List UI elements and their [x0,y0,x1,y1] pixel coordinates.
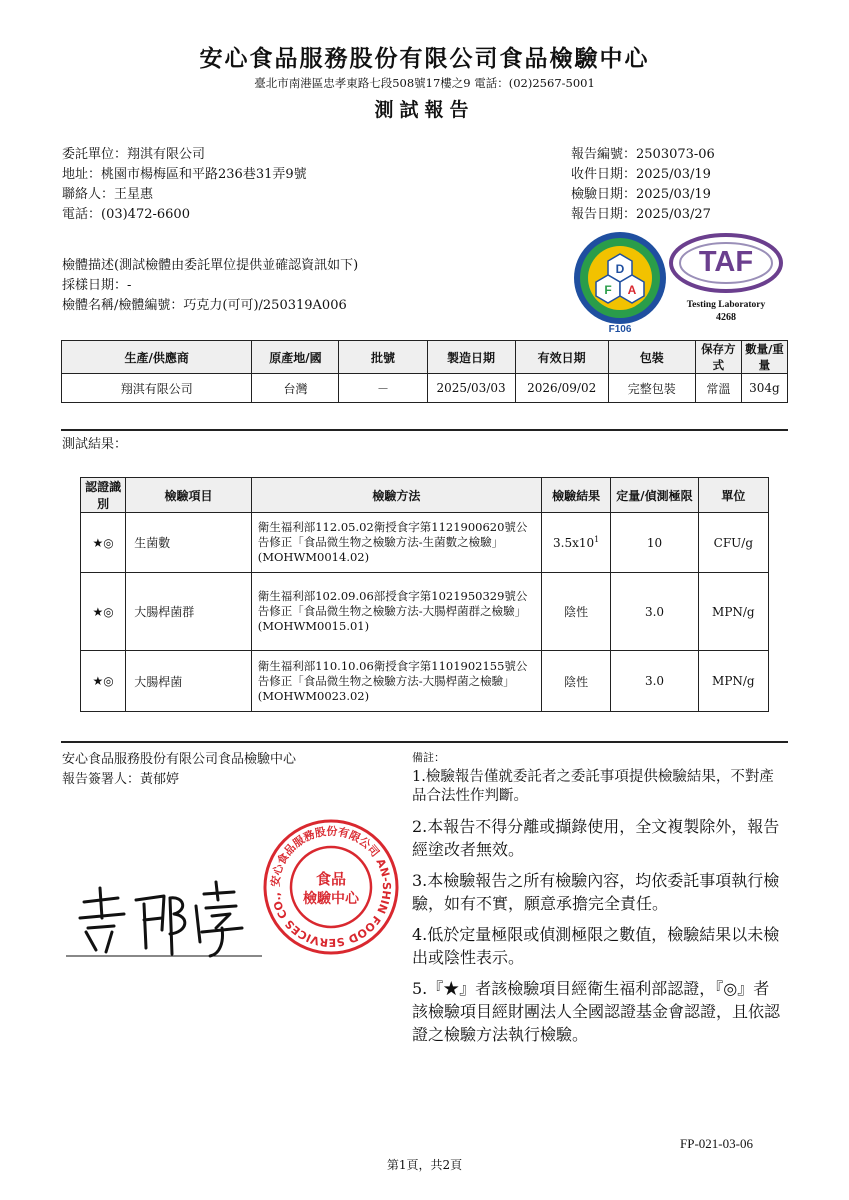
test-result: 陰性 [542,573,611,651]
test-result: 陰性 [542,651,611,712]
test-limit: 10 [611,513,698,573]
form-code: FP-021-03-06 [680,1136,753,1151]
results-label: 測試結果： [62,437,128,452]
test-limit: 3.0 [611,573,698,651]
taf-text: TAF [698,246,754,278]
note-item: 1.檢驗報告僅就委託者之委託事項提供檢驗結果，不對產品合法性作判斷。 [412,769,774,804]
company-seal [262,818,400,956]
fda-code: F106 [608,324,632,335]
signoff-company: 安心食品服務股份有限公司食品檢驗中心 [62,752,297,767]
fda-logo [572,230,668,338]
col-batch: 批號 [339,341,427,374]
test-unit: CFU/g [698,513,768,573]
test-unit: MPN/g [698,651,768,712]
result-value: 3.5x10 [553,536,595,550]
fda-badge-icon [572,230,668,326]
cert-mark: ★◎ [81,513,126,573]
signoff [62,750,296,790]
note-item: 5.『★』者該檢驗項目經衛生福利部認證，『◎』者該檢驗項目經財團法人全國認證基金會認證，且依認證之檢驗方法執行檢驗。 [412,979,781,1044]
taf-logo [668,232,784,327]
svg-text:F: F [604,283,612,297]
table-row [81,573,769,651]
cert-mark: ★◎ [81,573,126,651]
notes [412,750,784,1045]
storage-cell: 常溫 [695,374,741,403]
test-method: 衛生福利部102.09.06部授食字第1021950329號公告修正「食品微生物之檢驗方法-大腸桿菌群之檢驗」(MOHWM0015.01) [251,573,541,651]
test-method: 衛生福利部112.05.02衛授食字第1121900620號公告修正「食品微生物之檢驗方法-生菌數之檢驗」(MOHWM0014.02) [251,513,541,573]
client-contact: 聯絡人：王星惠 [62,187,154,202]
sample-info [62,256,358,316]
test-method: 衛生福利部110.10.06衛授食字第1101902155號公告修正「食品微生物之檢驗方法-大腸桿菌之檢驗」(MOHWM0023.02) [251,651,541,712]
svg-text:D: D [615,262,625,276]
report-title: 測試報告 [374,99,475,121]
col-quantity: 數量/重量 [741,341,787,374]
note-item: 3.本檢驗報告之所有檢驗內容，均依委託事項執行檢驗，如有不實，願意承擔完全責任。 [412,871,780,913]
received-date: 收件日期：2025/03/19 [571,167,711,182]
divider [61,741,788,743]
sample-name: 檢體名稱/檢體編號：巧克力(可可)/250319A006 [62,298,347,313]
test-unit: MPN/g [698,573,768,651]
test-limit: 3.0 [611,651,698,712]
product-table-header [62,341,788,374]
mfg-date-cell: 2025/03/03 [427,374,515,403]
col-exp-date: 有效日期 [515,341,608,374]
table-row [81,513,769,573]
client-unit: 委託單位：翔淇有限公司 [62,147,206,162]
client-phone: 電話：(03)472-6600 [62,207,190,222]
col-method: 檢驗方法 [251,478,541,513]
divider [61,429,788,431]
taf-sub2: 4268 [716,312,736,323]
result-exponent: 1 [594,535,600,544]
note-item: 4.低於定量極限或偵測極限之數值，檢驗結果以未檢出或陰性表示。 [412,925,780,967]
origin-cell: 台灣 [252,374,339,403]
taf-sub1: Testing Laboratory [686,300,766,310]
seal-icon [262,818,400,956]
signature-image [66,870,266,960]
cert-mark: ★◎ [81,651,126,712]
col-result: 檢驗結果 [542,478,611,513]
product-table [61,340,788,403]
test-item: 生菌數 [126,513,252,573]
signoff-signer: 報告簽署人：黃郁婷 [62,772,180,787]
report-date: 報告日期：2025/03/27 [571,207,711,222]
page-title: 安心食品服務股份有限公司食品檢驗中心 [199,45,650,72]
col-supplier: 生產/供應商 [62,341,252,374]
address-line: 臺北市南港區忠孝東路七段508號17樓之9 電話：(02)2567-5001 [254,76,595,90]
col-storage: 保存方式 [695,341,741,374]
exp-date-cell: 2026/09/02 [515,374,608,403]
col-limit: 定量/偵測極限 [611,478,698,513]
client-address: 地址：桃園市楊梅區和平路236巷31弄9號 [62,167,307,182]
note-item: 2.本報告不得分離或擷錄使用，全文複製除外，報告經塗改者無效。 [412,817,780,859]
signature [66,870,266,960]
report-info [571,145,715,225]
seal-center-line1: 食品 [315,870,347,888]
col-mfg-date: 製造日期 [427,341,515,374]
col-package: 包裝 [608,341,695,374]
test-date: 檢驗日期：2025/03/19 [571,187,711,202]
col-unit: 單位 [698,478,768,513]
table-row [81,651,769,712]
col-origin: 原產地/國 [252,341,339,374]
col-item: 檢驗項目 [126,478,252,513]
client-info [62,145,307,225]
notes-label: 備註： [412,751,445,764]
report-number: 報告編號：2503073-06 [571,147,715,162]
results-table [80,477,769,712]
test-item: 大腸桿菌 [126,651,252,712]
svg-text:A: A [627,283,637,297]
supplier-cell: 翔淇有限公司 [62,374,252,403]
seal-ring-text: 安心食品服務股份有限公司 AN-SHIN FOOD SERVICES CO., [268,824,394,950]
results-table-header [81,478,769,513]
page-indicator: 第1頁，共2頁 [386,1158,463,1172]
col-cert: 認證識別 [81,478,126,513]
test-result [542,513,611,573]
seal-center-line2: 檢驗中心 [303,891,359,907]
package-cell: 完整包裝 [608,374,695,403]
batch-cell: － [339,374,427,403]
sample-description: 檢體描述(測試檢體由委託單位提供並確認資訊如下) [62,258,359,273]
quantity-cell: 304g [741,374,787,403]
table-row [62,374,788,403]
test-item: 大腸桿菌群 [126,573,252,651]
sampling-date: 採樣日期：- [62,278,132,293]
